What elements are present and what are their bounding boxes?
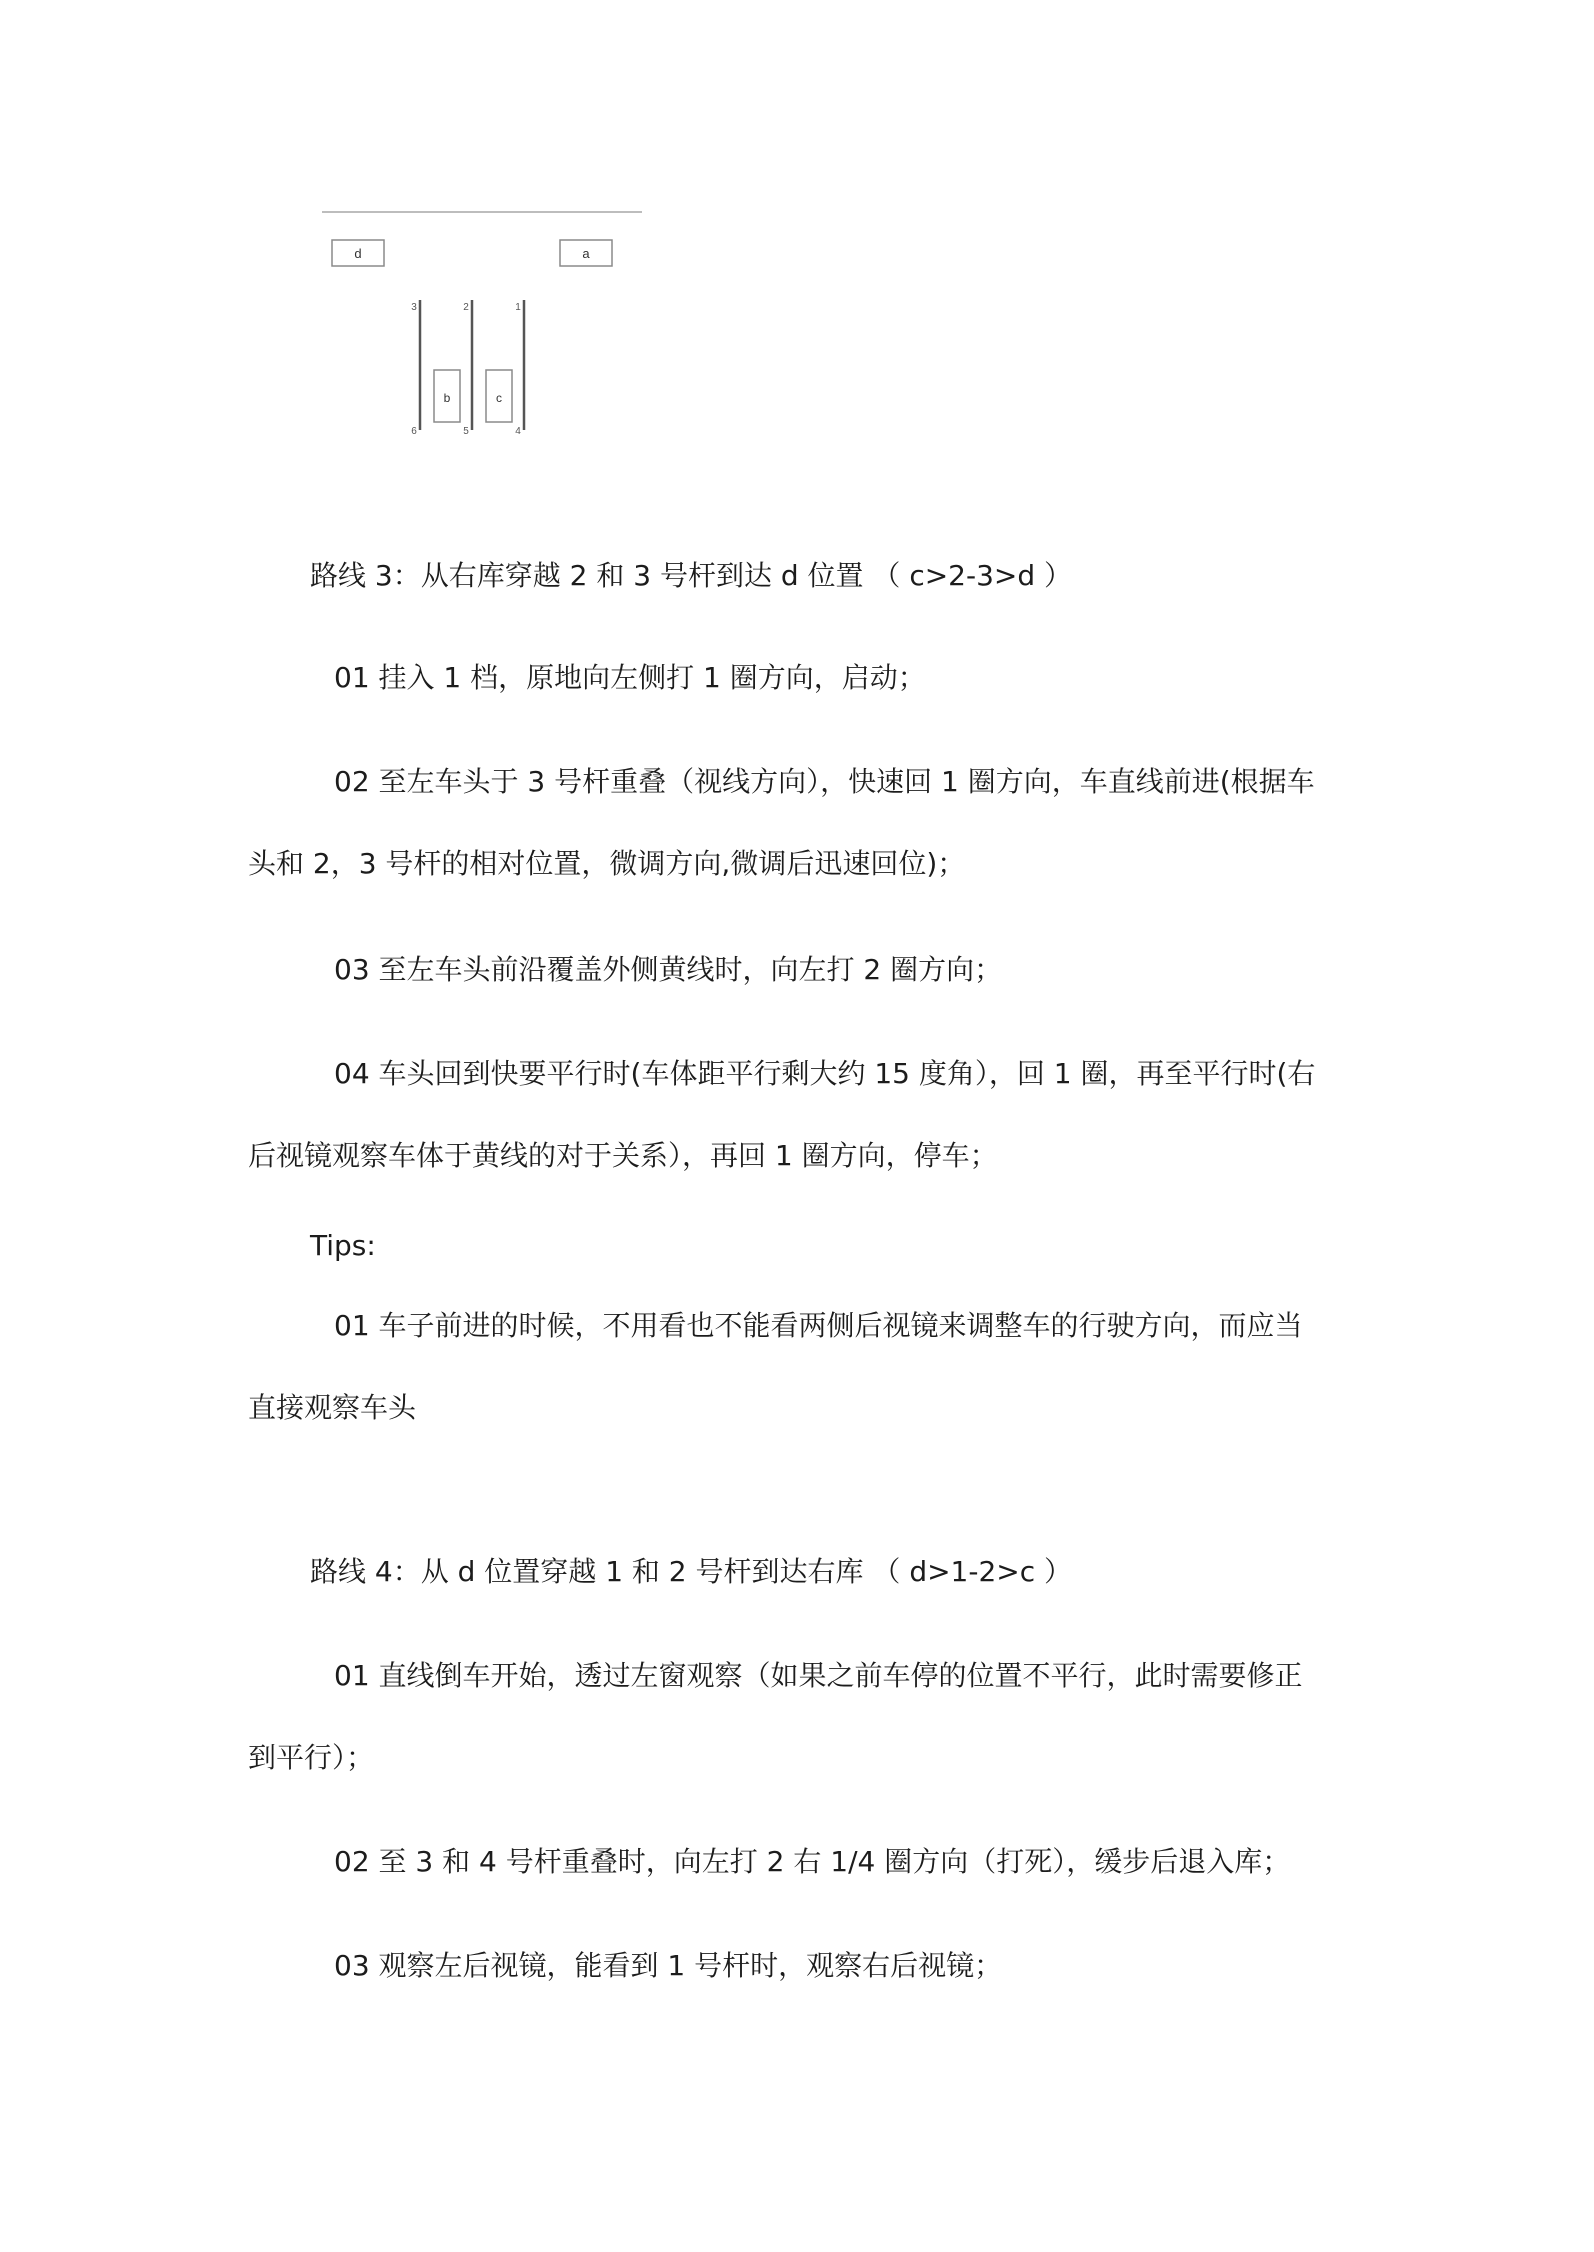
route3-step03: 03 至左车头前沿覆盖外侧黄线时，向左打 2 圈方向； (334, 953, 1003, 986)
pole-5-label: 5 (463, 426, 469, 437)
pole-3-label: 3 (411, 302, 417, 313)
parking-layout-diagram (310, 200, 650, 450)
tip01-line2: 直接观察车头 (248, 1391, 417, 1424)
pole-2-label: 2 (463, 302, 469, 313)
pole-1-label: 1 (515, 302, 521, 313)
box-d-label: d (354, 246, 362, 261)
tip01-line1: 01 车子前进的时候，不用看也不能看两侧后视镜来调整车的行驶方向，而应当 (334, 1309, 1303, 1342)
pole-4-label: 4 (515, 426, 521, 437)
route3-step04-line1: 04 车头回到快要平行时(车体距平行剩大约 15 度角），回 1 圈，再至平行时(右 (334, 1057, 1316, 1090)
route4-step03: 03 观察左后视镜，能看到 1 号杆时，观察右后视镜； (334, 1949, 1003, 1982)
route3-step02-line2: 头和 2，3 号杆的相对位置，微调方向,微调后迅速回位)； (248, 847, 966, 880)
route4-step01-line1: 01 直线倒车开始，透过左窗观察（如果之前车停的位置不平行，此时需要修正 (334, 1659, 1303, 1692)
route4-step01-line2: 到平行）； (248, 1741, 375, 1774)
tips-label: Tips: (310, 1229, 376, 1262)
route3-step01: 01 挂入 1 档，原地向左侧打 1 圈方向，启动； (334, 661, 926, 694)
pole-6-label: 6 (411, 426, 417, 437)
route3-title: 路线 3：从右库穿越 2 和 3 号杆到达 d 位置 （ c>2-3>d ） (310, 559, 1073, 592)
box-a-label: a (582, 246, 590, 261)
box-c-label: c (496, 391, 502, 405)
route4-title: 路线 4：从 d 位置穿越 1 和 2 号杆到达右库 （ d>1-2>c ） (310, 1555, 1073, 1588)
route3-step04-line2: 后视镜观察车体于黄线的对于关系），再回 1 圈方向，停车； (248, 1139, 998, 1172)
box-b-label: b (443, 391, 451, 405)
route3-step02-line1: 02 至左车头于 3 号杆重叠（视线方向），快速回 1 圈方向，车直线前进(根据车 (334, 765, 1315, 798)
route4-step02: 02 至 3 和 4 号杆重叠时，向左打 2 右 1/4 圈方向（打死），缓步后退入库； (334, 1845, 1291, 1878)
